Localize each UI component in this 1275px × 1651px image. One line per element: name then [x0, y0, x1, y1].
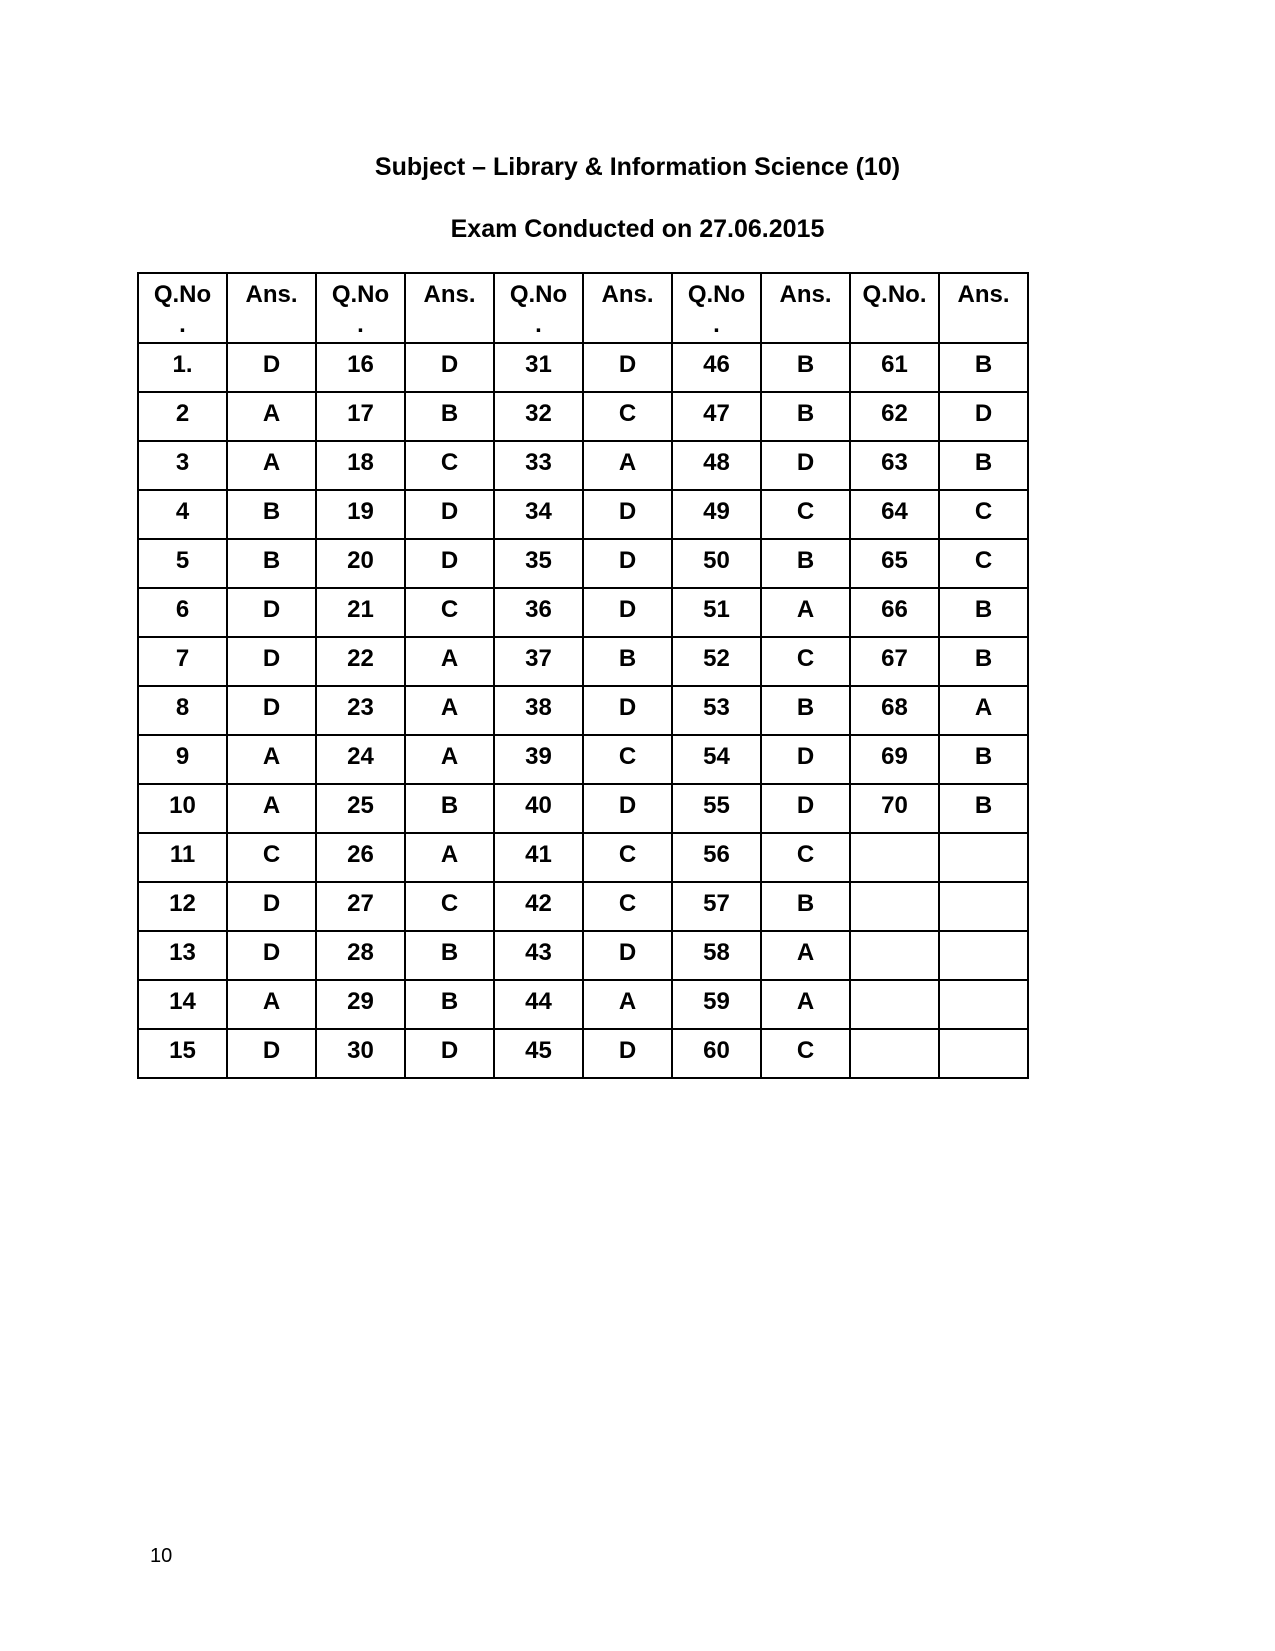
- answer-cell: B: [761, 343, 850, 392]
- question-number-cell: 23: [316, 686, 405, 735]
- answer-cell: [939, 833, 1028, 882]
- question-number-cell: 8: [138, 686, 227, 735]
- answer-cell: D: [227, 637, 316, 686]
- answer-key-table: [137, 272, 1029, 1079]
- question-number-cell: 55: [672, 784, 761, 833]
- answer-cell: C: [583, 882, 672, 931]
- question-number-cell: 14: [138, 980, 227, 1029]
- question-number-cell: 22: [316, 637, 405, 686]
- answer-cell: B: [405, 392, 494, 441]
- question-number-cell: 15: [138, 1029, 227, 1078]
- answer-cell: A: [761, 931, 850, 980]
- answer-cell: D: [583, 931, 672, 980]
- question-number-cell: 12: [138, 882, 227, 931]
- answer-cell: A: [405, 637, 494, 686]
- question-number-cell: 66: [850, 588, 939, 637]
- question-number-cell: 39: [494, 735, 583, 784]
- question-number-cell: 28: [316, 931, 405, 980]
- question-number-cell: 16: [316, 343, 405, 392]
- answer-cell: A: [405, 735, 494, 784]
- column-header-qno: Q.No .: [316, 273, 405, 343]
- question-number-cell: 10: [138, 784, 227, 833]
- answer-cell: D: [583, 539, 672, 588]
- question-number-cell: 27: [316, 882, 405, 931]
- question-number-cell: 50: [672, 539, 761, 588]
- answer-cell: [939, 980, 1028, 1029]
- question-number-cell: 63: [850, 441, 939, 490]
- table-body: [138, 343, 1028, 1078]
- question-number-cell: [850, 833, 939, 882]
- table-row: [138, 441, 1028, 490]
- answer-cell: D: [227, 1029, 316, 1078]
- question-number-cell: 34: [494, 490, 583, 539]
- answer-cell: D: [405, 539, 494, 588]
- question-number-cell: 37: [494, 637, 583, 686]
- question-number-cell: 29: [316, 980, 405, 1029]
- answer-cell: C: [583, 392, 672, 441]
- answer-cell: D: [227, 343, 316, 392]
- answer-cell: A: [227, 735, 316, 784]
- question-number-cell: 9: [138, 735, 227, 784]
- question-number-cell: 68: [850, 686, 939, 735]
- answer-cell: C: [227, 833, 316, 882]
- answer-cell: C: [405, 588, 494, 637]
- question-number-cell: [850, 1029, 939, 1078]
- question-number-cell: 70: [850, 784, 939, 833]
- answer-cell: A: [761, 588, 850, 637]
- question-number-cell: 24: [316, 735, 405, 784]
- answer-cell: A: [939, 686, 1028, 735]
- answer-cell: D: [405, 490, 494, 539]
- question-number-cell: 13: [138, 931, 227, 980]
- table-row: [138, 539, 1028, 588]
- column-header-ans: Ans.: [761, 273, 850, 343]
- question-number-cell: [850, 882, 939, 931]
- table-row: [138, 686, 1028, 735]
- question-number-cell: 56: [672, 833, 761, 882]
- answer-cell: D: [227, 588, 316, 637]
- answer-cell: A: [227, 980, 316, 1029]
- question-number-cell: 18: [316, 441, 405, 490]
- column-header-ans: Ans.: [583, 273, 672, 343]
- table-row: [138, 490, 1028, 539]
- question-number-cell: 11: [138, 833, 227, 882]
- question-number-cell: 36: [494, 588, 583, 637]
- column-header-ans: Ans.: [405, 273, 494, 343]
- answer-cell: B: [405, 784, 494, 833]
- question-number-cell: 43: [494, 931, 583, 980]
- answer-cell: D: [583, 784, 672, 833]
- answer-cell: B: [939, 784, 1028, 833]
- answer-cell: C: [405, 441, 494, 490]
- answer-cell: C: [761, 637, 850, 686]
- question-number-cell: 53: [672, 686, 761, 735]
- question-number-cell: 3: [138, 441, 227, 490]
- question-number-cell: 25: [316, 784, 405, 833]
- table-row: [138, 833, 1028, 882]
- question-number-cell: 17: [316, 392, 405, 441]
- answer-cell: C: [939, 490, 1028, 539]
- column-header-qno: Q.No .: [138, 273, 227, 343]
- question-number-cell: 64: [850, 490, 939, 539]
- answer-cell: B: [761, 882, 850, 931]
- answer-cell: A: [583, 980, 672, 1029]
- answer-cell: D: [583, 1029, 672, 1078]
- question-number-cell: 54: [672, 735, 761, 784]
- question-number-cell: 19: [316, 490, 405, 539]
- answer-cell: B: [227, 490, 316, 539]
- question-number-cell: 31: [494, 343, 583, 392]
- question-number-cell: 44: [494, 980, 583, 1029]
- answer-cell: C: [761, 490, 850, 539]
- question-number-cell: 48: [672, 441, 761, 490]
- table-row: [138, 392, 1028, 441]
- table-row: [138, 882, 1028, 931]
- question-number-cell: 21: [316, 588, 405, 637]
- question-number-cell: 67: [850, 637, 939, 686]
- question-number-cell: 26: [316, 833, 405, 882]
- answer-cell: D: [405, 343, 494, 392]
- answer-cell: [939, 882, 1028, 931]
- answer-cell: B: [939, 735, 1028, 784]
- answer-cell: D: [227, 931, 316, 980]
- column-header-ans: Ans.: [227, 273, 316, 343]
- answer-cell: A: [405, 686, 494, 735]
- answer-cell: B: [939, 588, 1028, 637]
- question-number-cell: 33: [494, 441, 583, 490]
- answer-cell: B: [227, 539, 316, 588]
- answer-cell: D: [939, 392, 1028, 441]
- answer-cell: D: [583, 588, 672, 637]
- question-number-cell: 32: [494, 392, 583, 441]
- question-number-cell: 49: [672, 490, 761, 539]
- question-number-cell: 40: [494, 784, 583, 833]
- question-number-cell: 6: [138, 588, 227, 637]
- answer-cell: D: [583, 343, 672, 392]
- table-header-row: [138, 273, 1028, 343]
- answer-cell: C: [761, 833, 850, 882]
- answer-cell: A: [227, 784, 316, 833]
- column-header-ans: Ans.: [939, 273, 1028, 343]
- table-row: [138, 735, 1028, 784]
- exam-date: Exam Conducted on 27.06.2015: [450, 215, 825, 243]
- answer-cell: [939, 1029, 1028, 1078]
- question-number-cell: 4: [138, 490, 227, 539]
- answer-cell: D: [583, 490, 672, 539]
- question-number-cell: 38: [494, 686, 583, 735]
- table-row: [138, 343, 1028, 392]
- question-number-cell: 7: [138, 637, 227, 686]
- question-number-cell: 62: [850, 392, 939, 441]
- question-number-cell: 47: [672, 392, 761, 441]
- question-number-cell: 46: [672, 343, 761, 392]
- answer-cell: D: [761, 735, 850, 784]
- answer-cell: B: [405, 931, 494, 980]
- answer-cell: C: [405, 882, 494, 931]
- answer-cell: D: [405, 1029, 494, 1078]
- answer-cell: B: [761, 539, 850, 588]
- answer-cell: [939, 931, 1028, 980]
- table-row: [138, 637, 1028, 686]
- table-row: [138, 588, 1028, 637]
- question-number-cell: 61: [850, 343, 939, 392]
- answer-cell: B: [761, 392, 850, 441]
- table-row: [138, 931, 1028, 980]
- table-row: [138, 784, 1028, 833]
- answer-cell: B: [939, 441, 1028, 490]
- answer-cell: B: [405, 980, 494, 1029]
- answer-cell: D: [227, 686, 316, 735]
- answer-cell: B: [583, 637, 672, 686]
- answer-cell: C: [761, 1029, 850, 1078]
- question-number-cell: 42: [494, 882, 583, 931]
- question-number-cell: 52: [672, 637, 761, 686]
- question-number-cell: 30: [316, 1029, 405, 1078]
- answer-cell: A: [227, 392, 316, 441]
- page-number: 10: [150, 1545, 173, 1567]
- question-number-cell: 65: [850, 539, 939, 588]
- column-header-qno: Q.No .: [494, 273, 583, 343]
- question-number-cell: 58: [672, 931, 761, 980]
- question-number-cell: 59: [672, 980, 761, 1029]
- column-header-qno: Q.No .: [672, 273, 761, 343]
- answer-cell: A: [583, 441, 672, 490]
- answer-cell: C: [583, 833, 672, 882]
- question-number-cell: 41: [494, 833, 583, 882]
- answer-cell: A: [405, 833, 494, 882]
- table-row: [138, 1029, 1028, 1078]
- table-row: [138, 980, 1028, 1029]
- answer-cell: A: [227, 441, 316, 490]
- answer-cell: C: [939, 539, 1028, 588]
- question-number-cell: 5: [138, 539, 227, 588]
- answer-cell: B: [761, 686, 850, 735]
- question-number-cell: 1.: [138, 343, 227, 392]
- question-number-cell: 45: [494, 1029, 583, 1078]
- question-number-cell: 35: [494, 539, 583, 588]
- question-number-cell: 2: [138, 392, 227, 441]
- subject-title: Subject – Library & Information Science (10): [374, 153, 901, 181]
- answer-cell: D: [761, 441, 850, 490]
- question-number-cell: 20: [316, 539, 405, 588]
- answer-cell: D: [227, 882, 316, 931]
- question-number-cell: 57: [672, 882, 761, 931]
- question-number-cell: 69: [850, 735, 939, 784]
- answer-cell: B: [939, 637, 1028, 686]
- question-number-cell: 51: [672, 588, 761, 637]
- question-number-cell: 60: [672, 1029, 761, 1078]
- question-number-cell: [850, 980, 939, 1029]
- answer-cell: A: [761, 980, 850, 1029]
- column-header-qno: Q.No.: [850, 273, 939, 343]
- answer-cell: C: [583, 735, 672, 784]
- answer-cell: D: [583, 686, 672, 735]
- answer-cell: D: [761, 784, 850, 833]
- answer-cell: B: [939, 343, 1028, 392]
- question-number-cell: [850, 931, 939, 980]
